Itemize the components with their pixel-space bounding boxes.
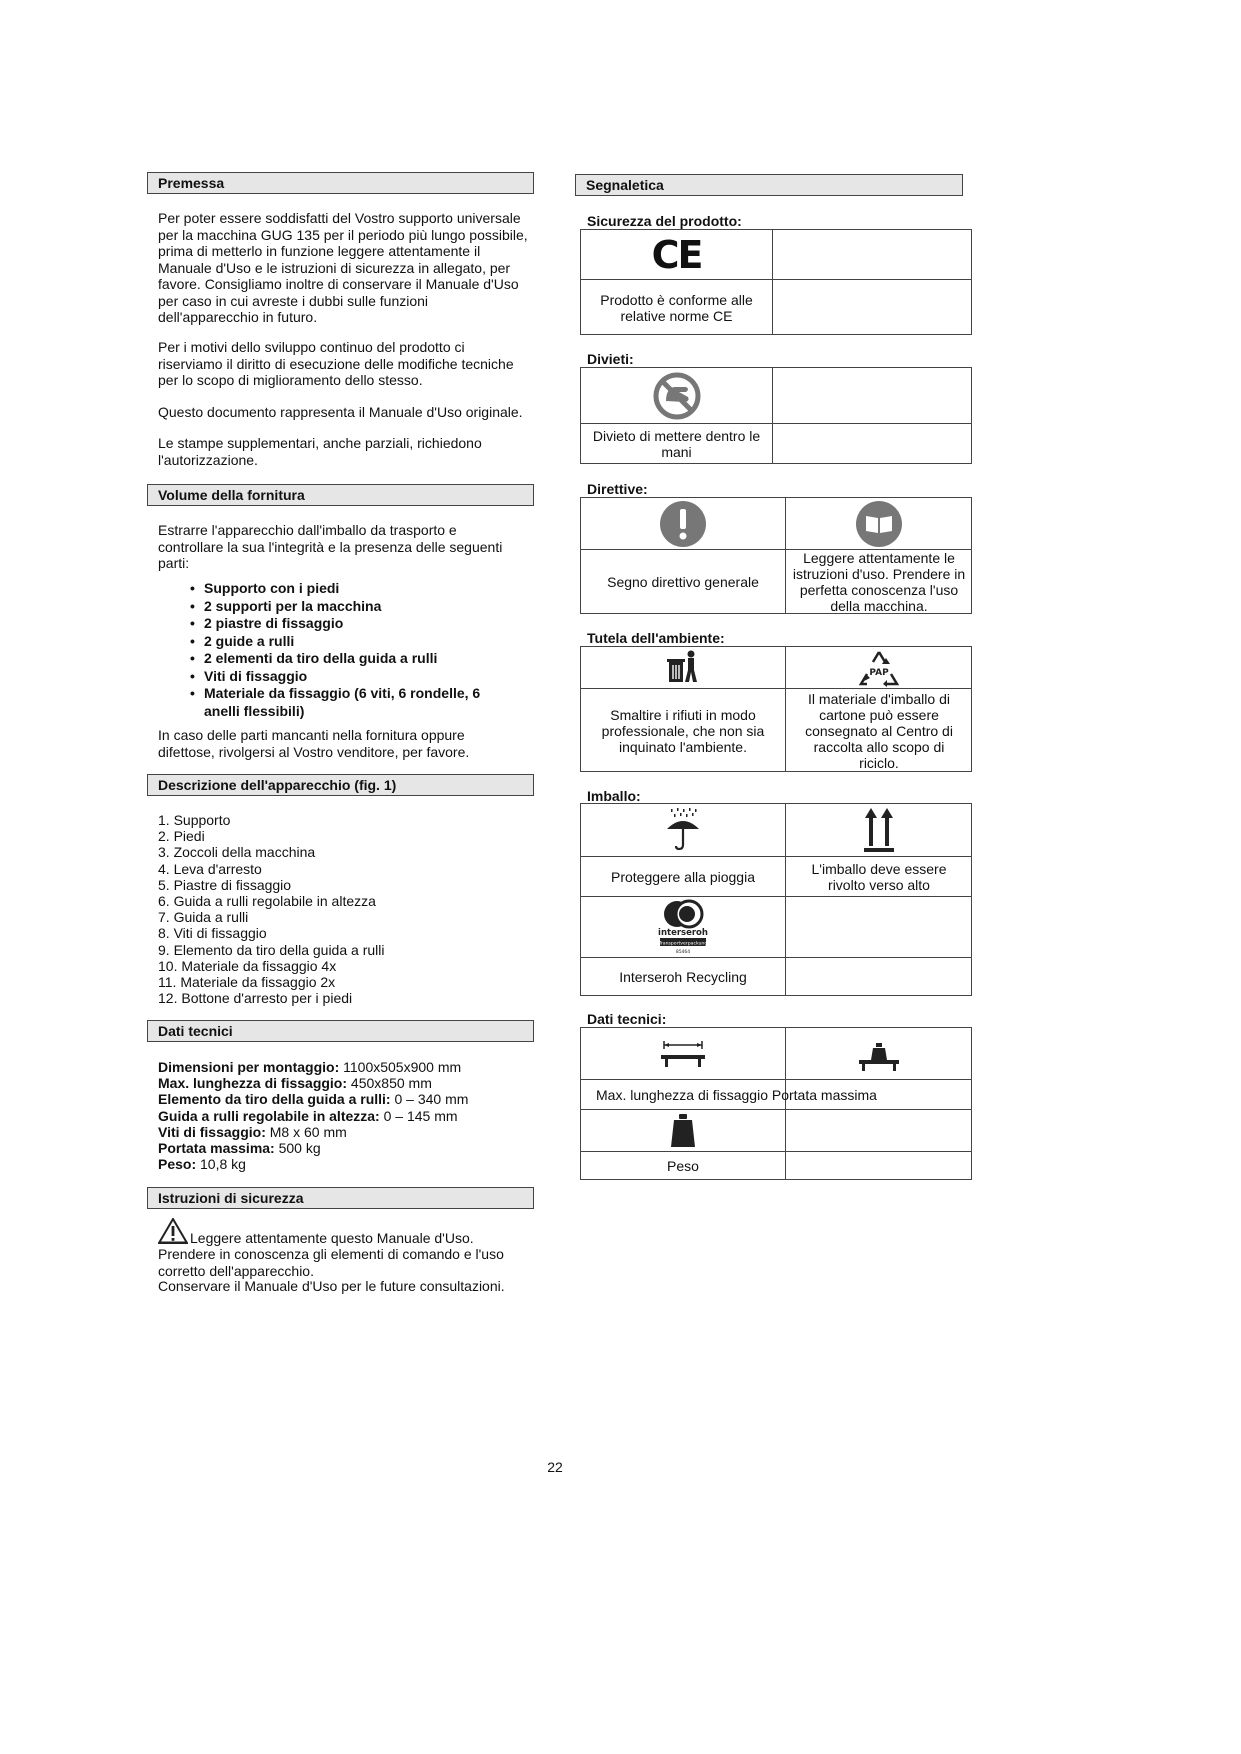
weight-icon xyxy=(581,1110,785,1151)
dati-tecnici-list xyxy=(158,1059,528,1172)
fornitura-outro: In caso delle parti mancanti nella fornitura oppure difettose, rivolgersi al Vostro venditore, per favore. xyxy=(158,727,470,760)
table-imballo xyxy=(580,803,972,996)
direttive-description-1: Segno direttivo generale xyxy=(607,574,759,590)
list-item: 2. Piedi xyxy=(158,828,205,845)
sicurezza-line-3: Conservare il Manuale d'Uso per le future consultazioni. xyxy=(158,1278,505,1294)
umbrella-rain-icon xyxy=(581,804,785,856)
warning-icon xyxy=(158,1218,188,1244)
svg-text:85464: 85464 xyxy=(675,950,691,955)
table-divieti xyxy=(580,367,972,464)
list-item: 1. Supporto xyxy=(158,812,231,828)
section-header-sicurezza: Istruzioni di sicurezza xyxy=(147,1187,534,1209)
ce-description: Prodotto è conforme alle relative norme CE xyxy=(600,291,753,324)
length-measure-icon xyxy=(581,1028,785,1079)
table-dati-tecnici xyxy=(580,1027,972,1180)
table-sicurezza-prodotto xyxy=(580,229,972,335)
heading-sicurezza-prodotto: Sicurezza del prodotto: xyxy=(587,213,742,229)
list-item: • 2 piastre di fissaggio xyxy=(188,615,498,633)
section-header-premessa: Premessa xyxy=(147,172,534,194)
heading-ambiente: Tutela dell'ambiente: xyxy=(587,630,725,646)
list-item: 9. Elemento da tiro della guida a rulli xyxy=(158,941,385,958)
premessa-paragraph-3: Questo documento rappresenta il Manuale d'Uso originale. xyxy=(158,404,523,420)
heading-direttive: Direttive: xyxy=(587,481,648,497)
imballo-description-1: Proteggere alla pioggia xyxy=(611,868,755,885)
spec-row: Guida a rulli regolabile in altezza: 0 – 145 mm xyxy=(158,1107,458,1124)
page-number: 22 xyxy=(547,1459,563,1475)
ambiente-description-1: Smaltire i rifiuti in modo professionale, che non sia inquinato l'ambiente. xyxy=(601,706,765,755)
dati-description-1: Max. lunghezza di fissaggio Portata massima xyxy=(596,1086,877,1103)
sicurezza-rest: Prendere in conoscenza gli elementi di comando e l'uso corretto dell'apparecchio. xyxy=(158,1246,504,1279)
table-direttive xyxy=(580,497,972,614)
section-header-fornitura: Volume della fornitura xyxy=(147,484,534,506)
list-item: • 2 elementi da tiro della guida a rulli xyxy=(188,650,498,668)
list-item: 11. Materiale da fissaggio 2x xyxy=(158,974,336,991)
ce-mark-icon: CE xyxy=(651,232,702,277)
sicurezza-line-1: Leggere attentamente questo Manuale d'Uso. xyxy=(190,1230,474,1246)
list-item: 5. Piastre di fissaggio xyxy=(158,876,292,893)
heading-dati-tecnici-right: Dati tecnici: xyxy=(587,1011,667,1027)
svg-text:Transportverpackung: Transportverpackung xyxy=(658,941,708,947)
premessa-paragraph-2: Per i motivi dello sviluppo continuo del prodotto ci riserviamo il diritto di esecuzione delle modifiche tecniche per lo scopo di miglioramento dello stesso. xyxy=(158,339,514,388)
svg-text:PAP: PAP xyxy=(869,667,889,678)
divieti-description: Divieto di mettere dentro le mani xyxy=(592,428,761,460)
no-hands-icon xyxy=(581,368,772,423)
spec-row: Viti di fissaggio: M8 x 60 mm xyxy=(158,1123,347,1140)
heading-divieti: Divieti: xyxy=(587,351,634,367)
recycle-pap-icon xyxy=(786,647,972,688)
interseroh-logo xyxy=(581,897,785,957)
section-header-dati-tecnici: Dati tecnici xyxy=(147,1020,534,1042)
spec-row: Peso: 10,8 kg xyxy=(158,1156,246,1173)
imballo-description-2: L'imballo deve essere rivolto verso alto xyxy=(811,860,947,893)
fornitura-list xyxy=(188,580,498,720)
list-item: • Supporto con i piedi xyxy=(188,580,498,598)
list-item: 8. Viti di fissaggio xyxy=(158,925,267,942)
svg-text:interseroh: interseroh xyxy=(658,928,708,938)
dati-description-3: Peso xyxy=(667,1158,699,1174)
spec-row: Portata massima: 500 kg xyxy=(158,1140,321,1157)
list-item: • 2 supporti per la macchina xyxy=(188,598,498,616)
exclamation-icon xyxy=(581,498,785,549)
heading-imballo: Imballo: xyxy=(587,788,641,804)
imballo-description-3: Interseroh Recycling xyxy=(619,969,747,985)
spec-row: Elemento da tiro della guida a rulli: 0 – 340 mm xyxy=(158,1091,469,1108)
descrizione-list xyxy=(158,812,518,1006)
trash-bin-icon xyxy=(581,647,785,688)
list-item: 12. Bottone d'arresto per i piedi xyxy=(158,990,353,1007)
premessa-paragraph-4: Le stampe supplementari, anche parziali, richiedono l'autorizzazione. xyxy=(158,435,482,468)
section-header-descrizione: Descrizione dell'apparecchio (fig. 1) xyxy=(147,774,534,796)
table-ambiente xyxy=(580,646,972,772)
arrows-up-icon xyxy=(786,804,972,856)
ambiente-description-2: Il materiale d'imballo di cartone può essere consegnato al Centro di raccolta allo scopo di riciclo. xyxy=(805,690,953,771)
direttive-description-2: Leggere attentamente le istruzioni d'uso. Prendere in perfetta conoscenza l'uso della macchina. xyxy=(792,550,966,614)
list-item: 10. Materiale da fissaggio 4x xyxy=(158,957,337,974)
list-item: 7. Guida a rulli xyxy=(158,909,249,926)
fornitura-intro: Estrarre l'apparecchio dall'imballo da trasporto e controllare la sua l'integrità e la presenza delle seguenti parti: xyxy=(158,522,503,571)
list-item: • Viti di fissaggio xyxy=(188,668,498,686)
max-load-icon xyxy=(786,1028,972,1079)
spec-row: Max. lunghezza di fissaggio: 450x850 mm xyxy=(158,1075,432,1092)
book-icon xyxy=(786,498,972,549)
list-item: • 2 guide a rulli xyxy=(188,633,498,651)
list-item: • Materiale da fissaggio (6 viti, 6 rondelle, 6 anelli flessibili) xyxy=(188,685,498,720)
list-item: 4. Leva d'arresto xyxy=(158,860,262,877)
section-header-segnaletica: Segnaletica xyxy=(575,174,963,196)
list-item: 6. Guida a rulli regolabile in altezza xyxy=(158,893,376,910)
spec-row: Dimensioni per montaggio: 1100x505x900 mm xyxy=(158,1059,462,1075)
premessa-paragraph-1: Per poter essere soddisfatti del Vostro supporto universale per la macchina GUG 135 per il periodo più lungo possibile, prima di metterlo in funzione leggere attentamente il Manuale d'Uso e le istruzioni di sicurezza in allegato, per favore. Consigliamo inoltre di conservare il Manuale d'Uso per caso in cui avreste i dubbi sulle funzioni dell'apparecchio in futuro. xyxy=(158,210,528,325)
list-item: 3. Zoccoli della macchina xyxy=(158,844,316,861)
